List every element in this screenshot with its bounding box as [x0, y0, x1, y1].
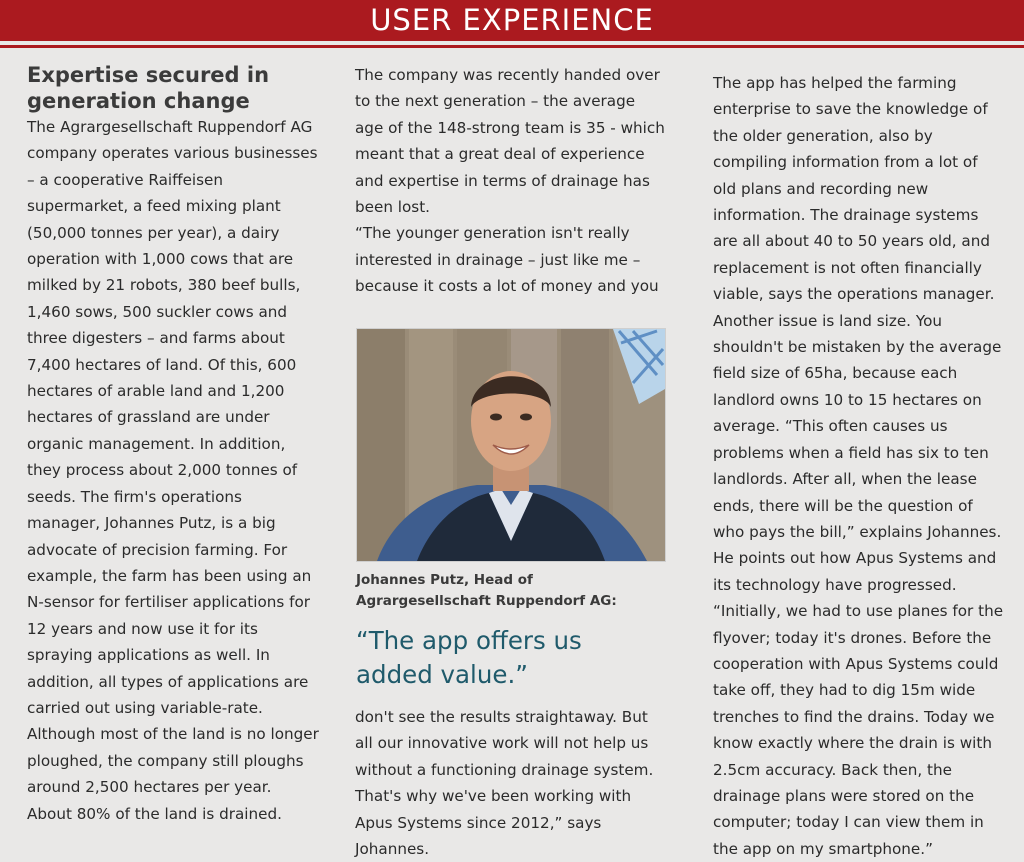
portrait-photo	[356, 328, 666, 562]
photo-caption: Johannes Putz, Head of Agrargesellschaft Ruppendorf AG:	[356, 572, 617, 609]
article-headline: Expertise secured in generation change	[27, 63, 270, 113]
article-paragraph-2: The company was recently handed over to the next generation – the average age of the 148-strong team is 35 - which meant that a great deal of experience and expertise in terms of drainage has been lost.	[355, 66, 665, 217]
article-column-2	[355, 62, 667, 300]
article-paragraph-1: The Agrargesellschaft Ruppendorf AG company operates various businesses – a cooperative Raiffeisen supermarket, a feed mixing plant (50,000 tonnes per year), a dairy operation with 1,000 cows that are milked by 21 robots, 380 beef bulls, 1,460 sows, 500 suckler cows and three digesters – and farms about 7,400 hectares of land. Of this, 600 hectares of arable land and 1,200 hectares of grassland are under organic management. In addition, they process about 2,000 tonnes of seeds. The firm's operations manager, Johannes Putz, is a big advocate of precision farming. For example, the farm has been using an N-sensor for fertiliser applications for 12 years and now use it for its spraying applications as well. In addition, all types of applications are carried out using variable-rate. Although most of the land is no longer ploughed, the company still ploughs around 2,500 hectares per year. About 80% of the land is drained.	[27, 118, 319, 823]
article-column-1	[27, 62, 319, 827]
article-paragraph-6: He points out how Apus Systems and its technology have progressed. “Initially, we had to use planes for the flyover; today it's drones. Before the cooperation with Apus Systems could take off, they had to dig 15m wide trenches to find the drains. Today we know exactly where the drain is with 2.5cm accuracy. Back then, the drainage plans were stored on the computer; today I can view them in the app on my smartphone.”	[713, 549, 1004, 858]
article-paragraph-4: don't see the results straightaway. But all our innovative work will not help us without a functioning drainage system. That's why we've been working with Apus Systems since 2012,” says Johannes.	[355, 708, 654, 859]
section-title: USER EXPERIENCE	[370, 3, 654, 37]
article-column-3	[713, 70, 1005, 862]
article-paragraph-3: “The younger generation isn't really interested in drainage – just like me – because it costs a lot of money and you	[355, 224, 659, 296]
pull-quote: “The app offers us added value.”	[356, 626, 582, 689]
header-rule	[0, 45, 1024, 48]
portrait-illustration	[357, 329, 665, 561]
section-header-bar	[0, 0, 1024, 41]
article-paragraph-5: The app has helped the farming enterprise to save the knowledge of the older generation, also by compiling information from a lot of old plans and recording new information. The drainage systems are all about 40 to 50 years old, and replacement is not often financially viable, says the operations manager. Another issue is land size. You shouldn't be mistaken by the average field size of 65ha, because each landlord owns 10 to 15 hectares on average. “This often causes us problems when a field has six to ten landlords. After all, when the lease ends, there will be the question of who pays the bill,” explains Johannes.	[713, 74, 1002, 541]
article-column-2-continued	[355, 704, 667, 862]
